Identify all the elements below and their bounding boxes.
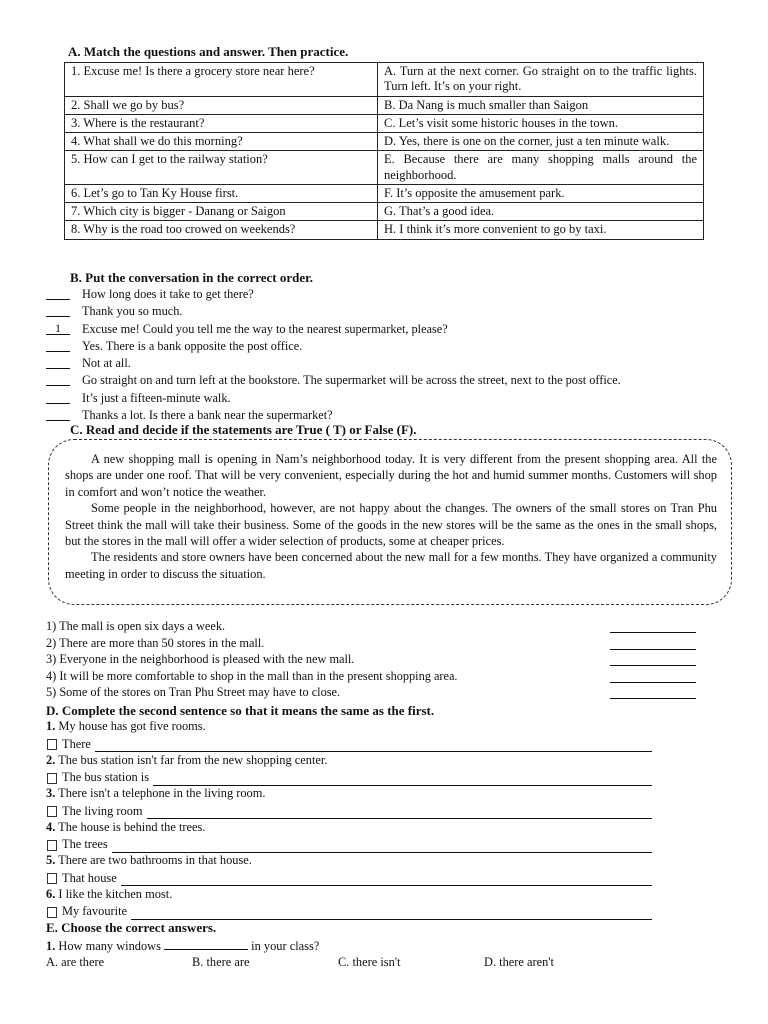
section-e-title: E. Choose the correct answers. <box>46 920 217 935</box>
match-row <box>65 203 704 221</box>
rewrite-line <box>46 836 666 853</box>
match-answer: A. Turn at the next corner. Go straight on to the traffic lights. Turn left. It’s on your right. <box>378 63 704 97</box>
sentence-start: The bus station is <box>62 770 150 785</box>
order-blank[interactable]: 1 <box>46 322 70 335</box>
answer-option[interactable]: D. there aren't <box>484 955 554 969</box>
conversation-text: Excuse me! Could you tell me the way to the nearest supermarket, please? <box>82 321 448 336</box>
item-number: 2. <box>46 752 56 767</box>
sentence-start: There <box>62 736 91 751</box>
sentence-text: My house has got five rooms. <box>55 719 206 733</box>
section-d-title: D. Complete the second sentence so that it means the same as the first. <box>46 703 435 718</box>
original-sentence <box>46 719 666 736</box>
item-number: 4. <box>46 819 56 834</box>
match-answer: C. Let’s visit some historic houses in the town. <box>378 114 704 132</box>
match-row <box>65 114 704 132</box>
match-question: 2. Shall we go by bus? <box>65 96 378 114</box>
answer-line[interactable] <box>131 907 652 920</box>
tf-statement: 2) There are more than 50 stores in the mall. <box>46 635 265 650</box>
tf-statement: 1) The mall is open six days a week. <box>46 619 226 633</box>
rewrite-item <box>46 820 666 854</box>
sentence-text: There are two bathrooms in that house. <box>55 853 252 867</box>
sentence-text: There isn't a telephone in the living room. <box>55 786 266 800</box>
section-a-title: A. Match the questions and answer. Then practice. <box>68 44 349 59</box>
match-answer: B. Da Nang is much smaller than Saigon <box>378 96 704 114</box>
match-question: 4. What shall we do this morning? <box>65 133 378 151</box>
rewrite-line <box>46 769 666 786</box>
match-answer: D. Yes, there is one on the corner, just a ten minute walk. <box>378 133 704 151</box>
rewrite-item <box>46 753 666 787</box>
sentence-start: The trees <box>62 837 108 852</box>
conversation-text: Not at all. <box>82 356 131 371</box>
checkbox-icon <box>47 840 57 851</box>
conversation-text: Go straight on and turn left at the bookstore. The supermarket will be across the street, next to the post office. <box>82 373 621 388</box>
match-row <box>65 151 704 185</box>
answer-option[interactable]: B. there are <box>192 955 250 969</box>
section-c-title: C. Read and decide if the statements are True ( T) or False (F). <box>70 422 417 437</box>
rewrite-line <box>46 803 666 820</box>
section-b-title: B. Put the conversation in the correct order. <box>70 270 313 285</box>
tf-answer-line[interactable] <box>610 652 696 666</box>
original-sentence <box>46 853 666 870</box>
conversation-line <box>46 304 746 321</box>
tf-answer-line[interactable] <box>610 685 696 699</box>
match-row <box>65 63 704 97</box>
order-blank[interactable] <box>46 408 70 421</box>
rewrite-item <box>46 786 666 820</box>
answer-line[interactable] <box>153 773 652 786</box>
order-blank[interactable] <box>46 287 70 300</box>
answer-line[interactable] <box>112 840 652 853</box>
match-question: 3. Where is the restaurant? <box>65 114 378 132</box>
rewrite-line <box>46 870 666 887</box>
conversation-line <box>46 356 746 373</box>
sentence-start: My favourite <box>62 904 128 919</box>
sentence-text: The house is behind the trees. <box>55 819 206 834</box>
match-answer: F. It’s opposite the amusement park. <box>378 184 704 202</box>
tf-statement: 5) Some of the stores on Tran Phu Street may have to close. <box>46 685 341 700</box>
tf-statement: 4) It will be more comfortable to shop in the mall than in the present shopping area. <box>46 668 458 683</box>
question-text-after: in your class? <box>248 939 320 953</box>
order-blank[interactable] <box>46 304 70 317</box>
conversation-line <box>46 339 746 356</box>
question-number: 1. <box>46 939 56 953</box>
conversation-text: It’s just a fifteen-minute walk. <box>82 390 231 405</box>
tf-statement: 3) Everyone in the neighborhood is pleased with the new mall. <box>46 652 355 667</box>
item-number: 3. <box>46 786 56 800</box>
matching-table <box>64 62 704 240</box>
tf-answer-line[interactable] <box>610 619 696 633</box>
match-question: 5. How can I get to the railway station? <box>65 151 378 185</box>
question-text-before: How many windows <box>55 939 165 953</box>
rewrite-item <box>46 719 666 753</box>
conversation-order-list <box>46 287 746 425</box>
conversation-text: Thanks a lot. Is there a bank near the supermarket? <box>82 408 333 423</box>
checkbox-icon <box>47 739 57 750</box>
answer-line[interactable] <box>95 739 652 752</box>
match-question: 6. Let’s go to Tan Ky House first. <box>65 184 378 202</box>
passage-paragraph: A new shopping mall is opening in Nam’s neighborhood today. It is very different from the present shopping area. All the shops are under one roof. That will be very convenient, especially during the hot and humid summer months. Customers will shop in comfort and won’t notice the weather. <box>65 452 717 499</box>
choice-question <box>46 938 319 955</box>
answer-line[interactable] <box>147 806 652 819</box>
tf-statement-row <box>46 669 696 686</box>
item-number: 5. <box>46 853 56 867</box>
original-sentence <box>46 820 666 837</box>
sentence-text: I like the kitchen most. <box>55 886 173 901</box>
sentence-start: That house <box>62 870 117 885</box>
conversation-line <box>46 391 746 408</box>
match-row <box>65 184 704 202</box>
match-answer: H. I think it’s more convenient to go by taxi. <box>378 221 704 239</box>
rewrite-item <box>46 887 666 921</box>
rewrite-line <box>46 903 666 920</box>
tf-answer-line[interactable] <box>610 669 696 683</box>
match-question: 7. Which city is bigger - Danang or Saigon <box>65 203 378 221</box>
match-question: 8. Why is the road too crowed on weekends? <box>65 221 378 239</box>
match-answer: E. Because there are many shopping malls around the neighborhood. <box>378 151 704 185</box>
rewrite-line <box>46 736 666 753</box>
original-sentence <box>46 887 666 904</box>
match-row <box>65 133 704 151</box>
answer-gap[interactable] <box>164 938 248 950</box>
match-row <box>65 221 704 239</box>
rewrite-item <box>46 853 666 887</box>
original-sentence <box>46 786 666 803</box>
passage-paragraph: The residents and store owners have been concerned about the new mall for a few months. They have organized a community meeting in order to discuss the situation. <box>65 550 717 581</box>
tf-answer-line[interactable] <box>610 636 696 650</box>
sentence-start: The living room <box>62 803 143 818</box>
match-question: 1. Excuse me! Is there a grocery store near here? <box>65 63 378 97</box>
order-blank[interactable] <box>46 356 70 369</box>
match-answer: G. That’s a good idea. <box>378 203 704 221</box>
answer-option[interactable]: C. there isn't <box>338 955 401 969</box>
order-blank[interactable] <box>46 391 70 404</box>
conversation-line <box>46 287 746 304</box>
sentence-text: The bus station isn't far from the new shopping center. <box>55 752 328 767</box>
passage-paragraph: Some people in the neighborhood, however, are not happy about the changes. The owners of the small stores on Tran Phu Street think the mall will take their business. Some of the goods in the new stores will be the same as the ones in the small shops, but the stores in the mall will offer a wider selection of products, some at cheaper prices. <box>65 501 717 548</box>
tf-statement-row <box>46 636 696 653</box>
rewrite-sentence-list <box>46 719 666 920</box>
conversation-text: Thank you so much. <box>82 304 183 319</box>
reading-passage <box>48 439 732 605</box>
tf-statement-row <box>46 685 696 702</box>
order-blank[interactable] <box>46 339 70 352</box>
tf-statement-row <box>46 652 696 669</box>
item-number: 6. <box>46 886 56 901</box>
true-false-statements <box>46 619 696 702</box>
conversation-line <box>46 373 746 390</box>
match-row <box>65 96 704 114</box>
tf-statement-row <box>46 619 696 636</box>
conversation-line <box>46 322 746 339</box>
conversation-text: How long does it take to get there? <box>82 287 254 301</box>
original-sentence <box>46 753 666 770</box>
answer-option[interactable]: A. are there <box>46 955 105 969</box>
checkbox-icon <box>47 806 57 817</box>
item-number: 1. <box>46 719 56 733</box>
order-blank[interactable] <box>46 373 70 386</box>
answer-line[interactable] <box>121 873 652 886</box>
conversation-text: Yes. There is a bank opposite the post office. <box>82 338 303 353</box>
checkbox-icon <box>47 907 57 918</box>
checkbox-icon <box>47 773 57 784</box>
checkbox-icon <box>47 873 57 884</box>
